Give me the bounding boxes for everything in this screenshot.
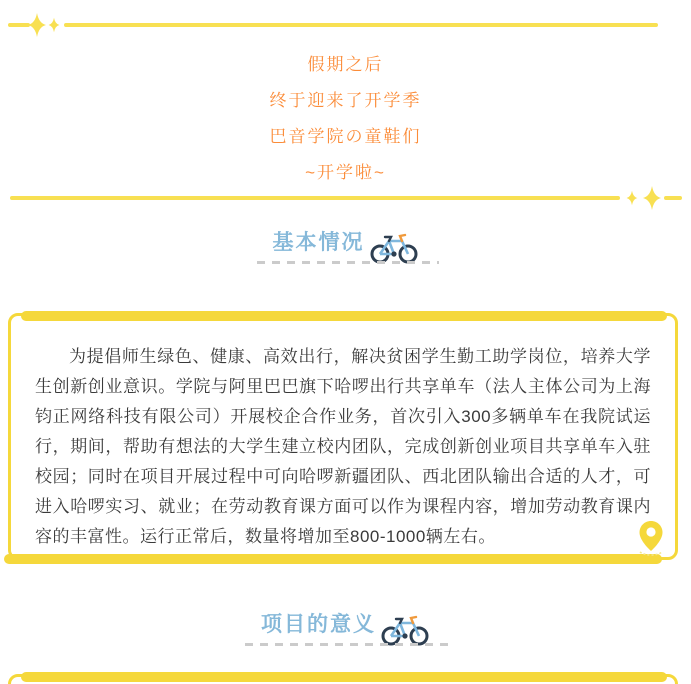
sparkle-large-icon [642,185,662,211]
box-top-strip [21,672,667,682]
basic-info-paragraph: 为提倡师生绿色、健康、高效出行，解决贫困学生勤工助学岗位，培养大学生创新创业意识。学院与阿里巴巴旗下哈啰出行共享单车（法人主体公司为上海钧正网络科技有限公司）开展校企合作业务，首次引入300多辆单车在我院试运行，期间，帮助有想法的大学生建立校内团队，完成创新创业项目共享单车入驻校园；同时在项目开展过程中可向哈啰新疆团队、西北团队输出合适的人才，可进入哈啰实习、就业；在劳动教育课方面可以作为课程内容，增加劳动教育课内容的丰富性。运行正常后，数量将增加至800-1000辆左右。 [35,347,651,546]
location-pin-icon [636,519,666,557]
box-bottom-strip [4,554,662,564]
intro-block [0,47,691,191]
divider-top [0,10,691,40]
sparkle-small-icon [48,17,60,33]
divider-line-long [64,23,658,27]
divider-line-long [10,196,620,200]
intro-line: 假期之后 [307,55,384,74]
section-title: 项目的意义 [261,613,376,636]
sparkle-small-icon [626,190,638,206]
box-top-strip [21,311,667,321]
intro-line: ~开学啦~ [305,163,386,182]
intro-line: 终于迎来了开学季 [269,91,422,110]
sparkle-large-icon [27,12,47,38]
section-header-basic-info [0,230,691,264]
section-title: 基本情况 [272,231,365,254]
divider-line-short [664,196,682,200]
next-info-box-partial [8,674,678,684]
dashed-underline [245,643,450,646]
bicycle-icon [380,613,430,647]
dashed-underline [257,261,439,264]
basic-info-box [8,313,678,560]
section-header-project-significance [0,612,691,646]
divider-second [0,183,691,213]
bicycle-icon [369,231,419,265]
intro-line: 巴音学院の童鞋们 [269,127,422,146]
